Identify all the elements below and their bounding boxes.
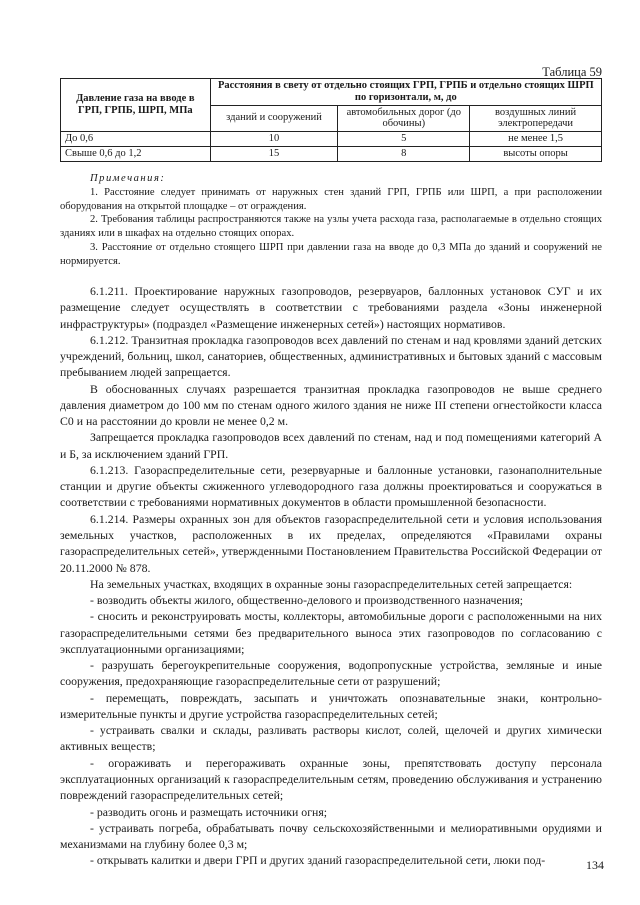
header-roads: автомобильных дорог (до обочины) — [338, 105, 470, 132]
body-text — [60, 283, 602, 869]
cell-buildings: 10 — [210, 132, 338, 147]
list-item: - возводить объекты жилого, общественно-делового и производственного назначения; — [90, 593, 524, 608]
notes-heading: Примечания: — [90, 173, 166, 184]
table-label: Таблица 59 — [542, 65, 602, 79]
table-row — [61, 132, 602, 147]
cell-powerlines: высоты опоры — [470, 146, 602, 161]
list-item: - сносить и реконструировать мосты, коллекторы, автомобильные дороги с расположенными на них газораспределительными сетями без предварительного выноса этих газопроводов по согласованию с эксплуатационными организациями; — [60, 609, 602, 656]
note-item: 1. Расстояние следует принимать от наружных стен зданий ГРП, ГРПБ или ШРП, а при расположении оборудования на открытой площадке – от ограждения. — [60, 186, 602, 212]
paragraph: 6.1.212. Транзитная прокладка газопроводов всех давлений по стенам и над кровлями зданий детских учреждений, больниц, школ, санаториев, общественных, административных и бытовых зданий с массовым пребыванием людей запрещается. — [60, 332, 602, 380]
cell-buildings: 15 — [210, 146, 338, 161]
paragraph: В обоснованных случаях разрешается транзитная прокладка газопроводов не выше среднего давления диаметром до 100 мм по стенам одного жилого здания не ниже III степени огнестойкости класса С0 и на расстоянии до кровли не менее 0,2 м. — [60, 381, 602, 429]
list-item: - разрушать берегоукрепительные сооружения, водопропускные устройства, земляные и иные сооружения, предохраняющие газораспределительные сети от разрушений; — [60, 658, 602, 689]
paragraph: 6.1.213. Газораспределительные сети, резервуарные и баллонные установки, газонаполнительные станции и другие объекты сжиженного углеводородного газа должны проектироваться и сооружаться в соответствии с требованиями нормативных документов в области промышленной безопасности. — [60, 462, 602, 510]
cell-pressure: Свыше 0,6 до 1,2 — [61, 146, 211, 161]
paragraph: 6.1.214. Размеры охранных зон для объектов газораспределительной сети и условия использования земельных участков, расположенных в их пределах, определяются «Правилами охраны газораспределительных сетей», утвержденными Постановлением Правительства Российской Федерации от 20.11.2000 № 878. — [60, 511, 602, 575]
note-item: 2. Требования таблицы распространяются также на узлы учета расхода газа, располагаемые в отдельно стоящих зданиях или в шкафах на отдельно стоящих опорах. — [60, 214, 602, 240]
cell-powerlines: не менее 1,5 — [470, 132, 602, 147]
list-item: - устраивать погреба, обрабатывать почву сельскохозяйственными и мелиоративными орудиями и механизмами на глубину более 0,3 м; — [60, 820, 602, 852]
table-notes — [60, 172, 602, 268]
table-row — [61, 146, 602, 161]
paragraph: 6.1.211. Проектирование наружных газопроводов, резервуаров, баллонных установок СУГ и их размещение следует осуществлять в соответствии с требованиями раздела «Зоны инженерной инфраструктуры» (подраздел «Размещение инженерных сетей») настоящих нормативов. — [60, 284, 602, 331]
list-item: - устраивать свалки и склады, разливать растворы кислот, солей, щелочей и других химически активных веществ; — [60, 723, 602, 754]
header-buildings: зданий и сооружений — [210, 105, 338, 132]
header-distance: Расстояния в свету от отдельно стоящих ГРП, ГРПБ и отдельно стоящих ШРП по горизонтали, м, до — [210, 79, 601, 106]
paragraph: Запрещается прокладка газопроводов всех давлений по стенам, над и под помещениями категорий А и Б, за исключением зданий ГРП. — [60, 430, 602, 461]
header-pressure: Давление газа на вводе в ГРП, ГРПБ, ШРП, МПа — [61, 79, 211, 132]
list-item: - перемещать, повреждать, засыпать и уничтожать опознавательные знаки, контрольно-измерительные пункты и другие устройства газораспределительных сетей; — [60, 690, 602, 721]
list-item: - открывать калитки и двери ГРП и других зданий газораспределительной сети, люки под- — [90, 853, 546, 868]
paragraph: На земельных участках, входящих в охранные зоны газораспределительных сетей запрещается: — [90, 576, 573, 591]
page-number: 134 — [586, 858, 604, 872]
cell-pressure: До 0,6 — [61, 132, 211, 147]
cell-roads: 8 — [338, 146, 470, 161]
note-item: 3. Расстояние от отдельно стоящего ШРП при давлении газа на вводе до 0,3 МПа до зданий и сооружений не нормируется. — [60, 241, 602, 267]
distance-table — [60, 78, 602, 162]
header-powerlines: воздушных линий электропередачи — [470, 105, 602, 132]
cell-roads: 5 — [338, 132, 470, 147]
list-item: - огораживать и перегораживать охранные зоны, препятствовать доступу персонала эксплуатационных организаций к газораспределительным сетям, проведению обслуживания и устранению повреждений газораспределительных сетей; — [60, 755, 602, 803]
list-item: - разводить огонь и размещать источники огня; — [90, 804, 328, 819]
